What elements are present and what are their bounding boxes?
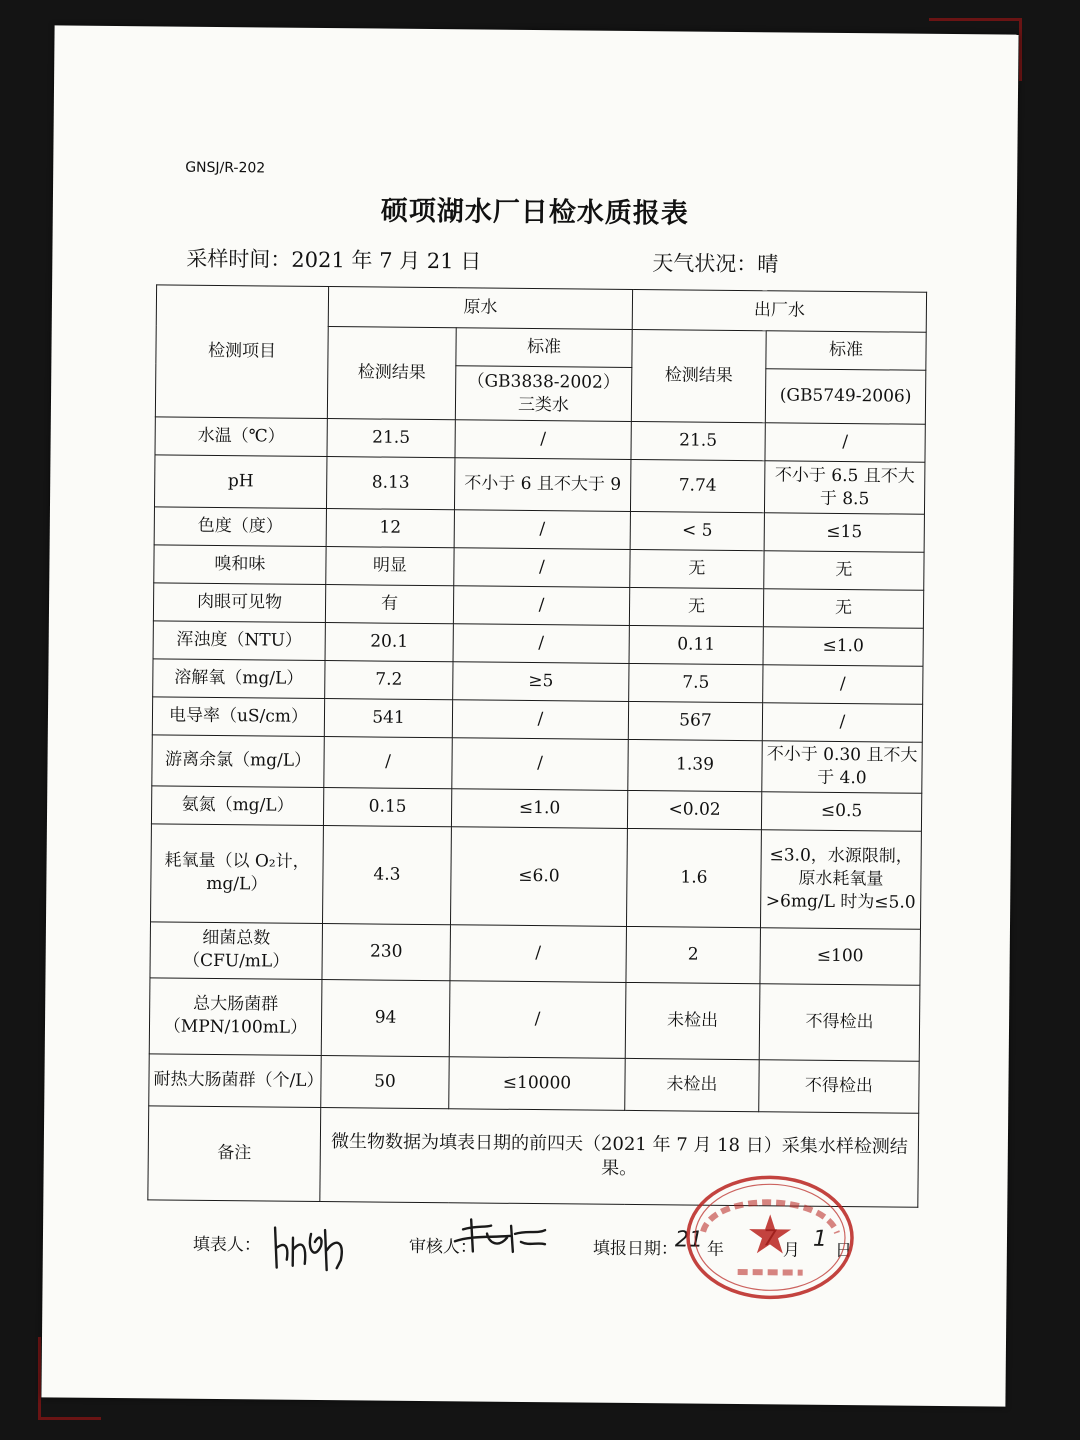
cell-item: 氨氮（mg/L） [151, 786, 323, 826]
weather: 天气状况：晴 [652, 251, 779, 277]
cell-out-std: 不得检出 [759, 1060, 919, 1114]
cell-raw: 50 [321, 1055, 449, 1108]
cell-out-std: ≤3.0，水源限制，原水耗氧量>6mg/L 时为≤5.0 [760, 830, 921, 930]
cell-raw-std: / [453, 586, 629, 626]
table-row [150, 922, 921, 985]
cell-raw-std: / [450, 925, 627, 983]
cell-raw-std: ≤1.0 [451, 789, 627, 829]
header-raw-standard: 标准 [456, 328, 632, 368]
cell-out-std: / [762, 703, 922, 743]
cell-raw: 20.1 [325, 623, 453, 662]
cell-out-std: ≤1.0 [763, 627, 923, 667]
table-row [151, 824, 922, 929]
cell-raw: 230 [322, 923, 451, 980]
cell-out: 7.5 [629, 663, 763, 702]
cell-out-std: ≤100 [760, 928, 921, 986]
cell-raw: 4.3 [322, 825, 451, 924]
cell-raw: 8.13 [326, 457, 454, 510]
cell-raw-std: ≤10000 [449, 1057, 625, 1111]
cell-raw-std: / [449, 981, 626, 1059]
cell-out: 21.5 [631, 421, 765, 460]
header-out-result: 检测结果 [631, 329, 766, 422]
cell-raw-std: / [455, 420, 631, 460]
cell-item: 嗅和味 [154, 545, 326, 585]
date-day-suffix: 日 [834, 1240, 852, 1262]
cell-item: 肉眼可见物 [153, 583, 325, 623]
cell-item: 溶解氧（mg/L） [153, 659, 325, 699]
cell-raw: 21.5 [327, 419, 455, 458]
cell-out-std: 无 [764, 551, 924, 591]
cell-item: 耐热大肠菌群（个/L） [149, 1054, 321, 1108]
header-out-standard: 标准 [766, 331, 926, 371]
cell-out: <0.02 [627, 790, 761, 829]
cell-out-std: ≤15 [764, 513, 924, 553]
cell-out: 无 [630, 549, 764, 588]
reviewer-label: 审核人： [408, 1236, 477, 1258]
cell-raw: 0.15 [323, 787, 451, 826]
cell-item: 总大肠菌群（MPN/100mL） [149, 978, 322, 1056]
table-row [149, 1054, 919, 1113]
remark-text: 微生物数据为填表日期的前四天（2021 年 7 月 18 日）采集水样检测结果。 [320, 1107, 919, 1207]
sampling-time: 采样时间：2021 年 7 月 21 日 [186, 246, 482, 274]
header-out-water: 出厂水 [632, 289, 926, 332]
cell-out: 无 [629, 587, 763, 626]
cell-out-std: 不小于 0.30 且不大于 4.0 [762, 741, 922, 793]
cell-out: < 5 [630, 511, 764, 550]
report-paper [41, 25, 1018, 1406]
official-seal [682, 1171, 858, 1303]
cell-item: 电导率（uS/cm） [152, 697, 324, 737]
cell-raw-std: 不小于 6 且不大于 9 [454, 458, 630, 512]
table-row [152, 735, 922, 793]
date-month-suffix: 月 [782, 1240, 800, 1261]
cell-out: 1.39 [628, 739, 762, 791]
cell-out: 未检出 [625, 982, 760, 1059]
header-raw-std-code: （GB3838-2002）三类水 [455, 366, 632, 422]
cell-item: 游离余氯（mg/L） [152, 735, 324, 788]
cell-raw-std: / [454, 548, 630, 588]
cell-out-std: ≤0.5 [761, 792, 921, 832]
cell-raw: 有 [325, 585, 453, 624]
cell-item: 细菌总数（CFU/mL） [150, 922, 323, 980]
cell-out: 1.6 [626, 828, 761, 927]
cell-raw-std: ≥5 [453, 662, 629, 702]
report-title: 硕项湖水厂日检水质报表 [380, 195, 689, 230]
cell-raw-std: / [452, 700, 628, 740]
cell-raw: 明显 [326, 547, 454, 586]
header-out-std-code: (GB5749-2006) [765, 369, 926, 425]
header-raw-water: 原水 [328, 287, 632, 330]
cell-out-std: 不小于 6.5 且不大于 8.5 [764, 461, 924, 515]
cell-raw-std: / [454, 510, 630, 550]
cell-out: 0.11 [629, 625, 763, 664]
cell-item: pH [154, 455, 326, 509]
date-year-handwritten: 21 [674, 1227, 704, 1253]
cell-raw: 12 [326, 509, 454, 548]
cell-item: 耗氧量（以 O₂计，mg/L） [151, 824, 324, 924]
cell-raw: / [324, 737, 452, 789]
date-year-suffix: 年 [706, 1239, 724, 1260]
cell-raw: 7.2 [325, 661, 453, 700]
header-item: 检测项目 [155, 285, 328, 419]
date-day-handwritten: 1 [812, 1226, 828, 1252]
cell-raw-std: / [452, 738, 628, 791]
cell-raw-std: / [453, 624, 629, 664]
water-quality-table [147, 284, 927, 1207]
cell-out-std: / [763, 665, 923, 705]
cell-out: 567 [628, 701, 762, 740]
cell-out-std: 无 [763, 589, 923, 629]
cell-raw: 541 [324, 699, 452, 738]
header-raw-result: 检测结果 [327, 327, 456, 420]
filler-label: 填表人： [192, 1234, 262, 1256]
document-number: GNSJ/R-202 [185, 159, 266, 177]
remark-label: 备注 [148, 1106, 321, 1202]
cell-out-std: / [765, 423, 925, 463]
cell-item: 色度（度） [154, 507, 326, 547]
cell-out: 7.74 [630, 459, 764, 512]
filler-signature [271, 1220, 352, 1275]
table-row [154, 455, 924, 514]
cell-raw: 94 [321, 979, 450, 1056]
cell-raw-std: ≤6.0 [450, 827, 627, 927]
date-label: 填报日期： [592, 1238, 678, 1260]
table-row [149, 978, 920, 1061]
cell-out: 未检出 [625, 1058, 759, 1111]
cell-out-std: 不得检出 [759, 984, 920, 1062]
reviewer-signature [451, 1211, 551, 1262]
cell-item: 水温（℃） [155, 417, 327, 457]
cell-item: 浑浊度（NTU） [153, 621, 325, 661]
cell-out: 2 [626, 926, 761, 983]
